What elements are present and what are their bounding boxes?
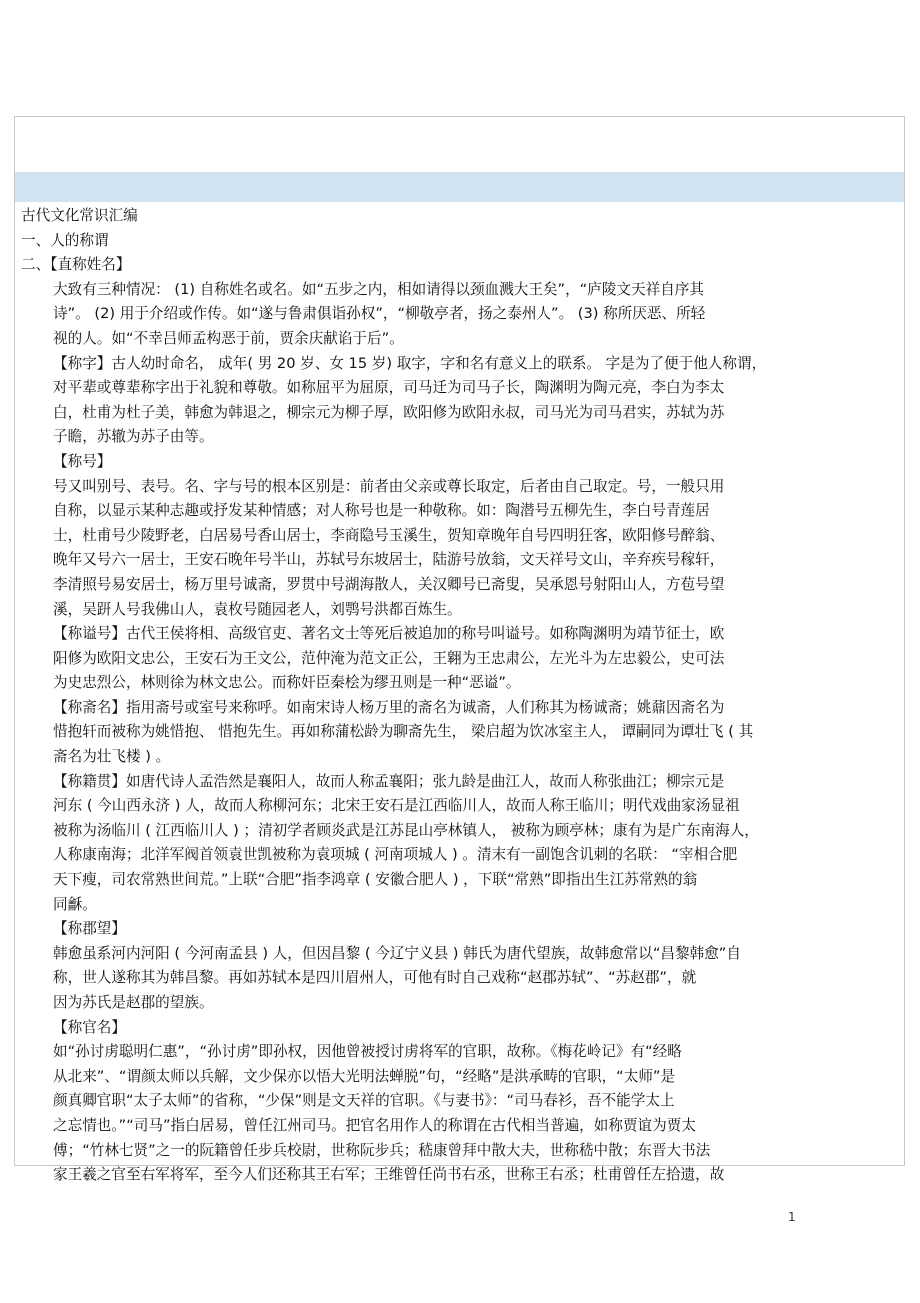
text-line: 诗”。 (2) 用于介绍或作传。如“遂与鲁肃俱诣孙权”，“柳敬亭者，扬之泰州人”。 (3) 称所厌恶、所轻: [53, 305, 706, 323]
text-line: 天下瘦，司农常熟世间荒。”上联“合肥”指李鸿章 ( 安徽合肥人 ) ，下联“常熟”即指出生江苏常熟的翁: [53, 871, 698, 889]
text-line: 士，杜甫号少陵野老，白居易号香山居士，李商隐号玉溪生，贺知章晚年自号四明狂客，欧阳修号醉翁、: [53, 526, 725, 544]
text-line: 李清照号易安居士，杨万里号诚斋，罗贯中号湖海散人，关汉卿号已斋叟，吴承恩号射阳山人，方苞号望: [53, 575, 725, 593]
text-line: 韩愈虽系河内河阳 ( 今河南孟县 ) 人，但因昌黎 ( 今辽宁义县 ) 韩氏为唐代望族，故韩愈常以“昌黎韩愈”自: [53, 944, 741, 962]
text-line: 之忘情也。”“司马”指白居易，曾任江州司马。把官名用作人的称谓在古代相当普遍，如称贾谊为贾太: [53, 1116, 696, 1134]
text-line: 白，杜甫为杜子美，韩愈为韩退之，柳宗元为柳子厚，欧阳修为欧阳永叔，司马光为司马君实，苏轼为苏: [53, 403, 725, 421]
text-line: 同龢。: [53, 895, 97, 913]
text-line: 河东 ( 今山西永济 ) 人，故而人称柳河东；北宋王安石是江西临川人，故而人称王临川；明代戏曲家汤显祖: [53, 797, 740, 815]
section-heading: 一、人的称谓: [21, 231, 109, 249]
text-line: 【称官名】: [53, 1018, 126, 1036]
text-line: 对平辈或尊辈称字出于礼貌和尊敬。如称屈平为屈原，司马迁为司马子长，陶渊明为陶元亮，李白为李太: [53, 379, 725, 397]
text-line: 【称籍贯】如唐代诗人孟浩然是襄阳人，故而人称孟襄阳；张九龄是曲江人，故而人称张曲江；柳宗元是: [53, 772, 725, 790]
text-line: 称，世人遂称其为韩昌黎。再如苏轼本是四川眉州人，可他有时自己戏称“赵郡苏轼”、“苏赵郡”，就: [53, 969, 697, 987]
text-line: 从北来”、“谓颜太师以兵解，文少保亦以悟大光明法蝉脱”句，“经略”是洪承畴的官职，“太师”是: [53, 1067, 676, 1085]
header-band: [15, 172, 904, 202]
text-line: 号又叫别号、表号。名、字与号的根本区别是：前者由父亲或尊长取定，后者由自己取定。号，一般只用: [53, 477, 725, 495]
document-body: [21, 204, 897, 1188]
subsection-heading: 二、【直称姓名】: [21, 256, 131, 274]
text-line: 为史忠烈公，林则徐为林文忠公。而称奸臣秦桧为缪丑则是一种“恶谥”。: [53, 674, 521, 692]
text-line: 人称康南海；北洋军阀首领袁世凯被称为袁项城 ( 河南项城人 ) 。清末有一副饱含讥刺的名联： “宰相合肥: [53, 846, 738, 864]
text-line: 傅；“竹林七贤”之一的阮籍曾任步兵校尉，世称阮步兵；嵇康曾拜中散大夫，世称嵇中散；东晋大书法: [53, 1141, 711, 1159]
text-line: 溪，吴趼人号我佛山人，袁枚号随园老人，刘鹗号洪都百炼生。: [53, 600, 462, 618]
text-line: 阳修为欧阳文忠公，王安石为王文公，范仲淹为范文正公，王翱为王忠肃公，左光斗为左忠毅公，史可法: [53, 649, 725, 667]
text-line: 自称，以显示某种志趣或抒发某种情感；对人称号也是一种敬称。如：陶潜号五柳先生，李白号青莲居: [53, 502, 710, 520]
text-line: 斋名为壮飞楼 ) 。: [53, 748, 171, 766]
page-number: 1: [788, 1210, 796, 1224]
text-line: 子瞻，苏辙为苏子由等。: [53, 428, 214, 446]
text-line: 颜真卿官职“太子太师”的省称，“少保”则是文天祥的官职。《与妻书》：“司马春衫，吾不能学太上: [53, 1092, 675, 1110]
text-line: 晚年又号六一居士，王安石晚年号半山，苏轼号东坡居士，陆游号放翁，文天祥号文山，辛弃疾号稼轩，: [53, 551, 725, 569]
text-line: 【称谥号】古代王侯将相、高级官吏、著名文士等死后被追加的称号叫谥号。如称陶渊明为靖节征士，欧: [53, 625, 725, 643]
page-frame: [14, 116, 905, 1184]
text-line: 惜抱轩而被称为姚惜抱、 惜抱先生。再如称蒲松龄为聊斋先生， 梁启超为饮冰室主人， 谭嗣同为谭壮飞 ( 其: [53, 723, 754, 741]
doc-title: 古代文化常识汇编: [21, 207, 138, 224]
text-line: 如“孙讨虏聪明仁惠”，“孙讨虏”即孙权，因他曾被授讨虏将军的官职，故称。《梅花岭记》有“经略: [53, 1043, 682, 1061]
text-line: 【称字】古人幼时命名， 成年( 男 20 岁、女 15 岁) 取字，字和名有意义上的联系。 字是为了便于他人称谓，: [53, 354, 767, 372]
text-line: 【称郡望】: [53, 920, 126, 938]
text-line: 家王羲之官至右军将军，至今人们还称其王右军；王维曾任尚书右丞，世称王右丞；杜甫曾任左拾遗，故: [53, 1166, 725, 1184]
text-line: 因为苏氏是赵郡的望族。: [53, 994, 214, 1011]
text-line: 【称号】: [53, 452, 112, 470]
text-line: 视的人。如“不幸吕师孟构恶于前，贾余庆献谄于后”。: [53, 329, 404, 347]
text-line: 被称为汤临川 ( 江西临川人 ) ；清初学者顾炎武是江苏昆山亭林镇人， 被称为顾亭林；康有为是广东南海人，: [53, 821, 759, 839]
text-line: 【称斋名】指用斋号或室号来称呼。如南宋诗人杨万里的斋名为诚斋，人们称其为杨诚斋；姚鼐因斋名为: [53, 698, 725, 716]
text-line: 大致有三种情况： (1) 自称姓名或名。如“五步之内，相如请得以颈血溅大王矣”，“庐陵文天祥自序其: [53, 280, 704, 298]
